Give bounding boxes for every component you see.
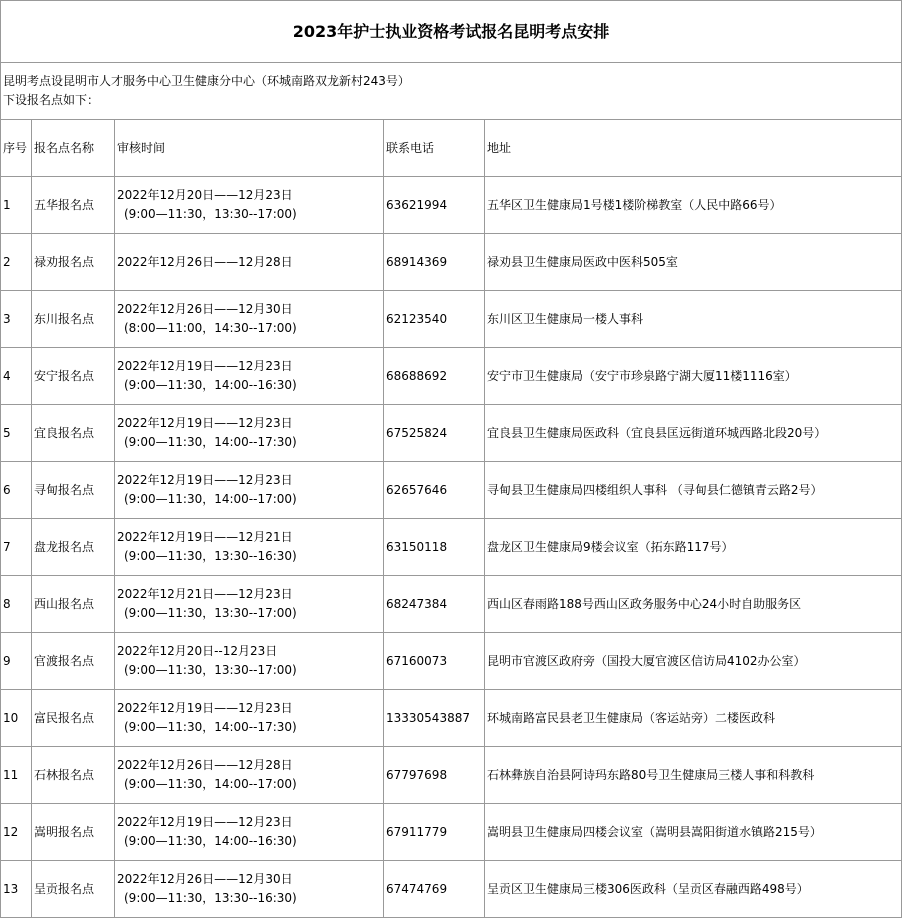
review-time: [115, 405, 384, 462]
site-name: 寻甸报名点: [32, 462, 115, 519]
review-time: [115, 690, 384, 747]
review-time: [115, 462, 384, 519]
row-number: 5: [1, 405, 32, 462]
intro-line-sites: 下设报名点如下：: [3, 93, 100, 107]
review-hours: (9:00—11:30，14:00--17:00): [124, 777, 297, 791]
site-address: 环城南路富民县老卫生健康局（客运站旁）二楼医政科: [485, 690, 902, 747]
review-time: [115, 291, 384, 348]
table-row: [1, 747, 902, 804]
table-row: [1, 861, 902, 918]
site-address: 安宁市卫生健康局（安宁市珍泉路宁湖大厦11楼1116室）: [485, 348, 902, 405]
review-date-range: 2022年12月26日——12月28日: [117, 254, 293, 269]
review-hours: (9:00—11:30，14:00--17:30): [124, 720, 297, 734]
review-date-range: 2022年12月19日——12月23日: [117, 416, 293, 430]
table-row: [1, 348, 902, 405]
row-number: 4: [1, 348, 32, 405]
review-hours: (9:00—11:30，13:30--17:00): [124, 663, 297, 677]
review-date-range: 2022年12月20日——12月23日: [117, 188, 293, 202]
review-hours: (9:00—11:30，14:00--16:30): [124, 378, 297, 392]
contact-phone: 68688692: [384, 348, 485, 405]
table-row: [1, 462, 902, 519]
site-name: 呈贡报名点: [32, 861, 115, 918]
review-hours: (9:00—11:30，14:00--17:00): [124, 492, 297, 506]
review-date-range: 2022年12月19日——12月23日: [117, 473, 293, 487]
review-date-range: 2022年12月20日--12月23日: [117, 644, 278, 658]
review-date-range: 2022年12月26日——12月28日: [117, 758, 293, 772]
row-number: 8: [1, 576, 32, 633]
review-time: [115, 804, 384, 861]
table-row: [1, 234, 902, 291]
contact-phone: 68247384: [384, 576, 485, 633]
review-date-range: 2022年12月19日——12月23日: [117, 701, 293, 715]
review-date-range: 2022年12月21日——12月23日: [117, 587, 293, 601]
contact-phone: 62123540: [384, 291, 485, 348]
site-name: 禄劝报名点: [32, 234, 115, 291]
row-number: 7: [1, 519, 32, 576]
site-name: 石林报名点: [32, 747, 115, 804]
site-name: 宜良报名点: [32, 405, 115, 462]
review-time: [115, 348, 384, 405]
row-number: 12: [1, 804, 32, 861]
site-address: 嵩明县卫生健康局四楼会议室（嵩明县嵩阳街道水镇路215号）: [485, 804, 902, 861]
review-time: [115, 234, 384, 291]
header-phone: 联系电话: [384, 120, 485, 177]
table-row: [1, 804, 902, 861]
site-address: 昆明市官渡区政府旁（国投大厦官渡区信访局4102办公室）: [485, 633, 902, 690]
intro-text: [1, 63, 902, 120]
review-time: [115, 177, 384, 234]
table-row: [1, 576, 902, 633]
contact-phone: 13330543887: [384, 690, 485, 747]
site-name: 盘龙报名点: [32, 519, 115, 576]
site-address: 宜良县卫生健康局医政科（宜良县匡远街道环城西路北段20号）: [485, 405, 902, 462]
header-name: 报名点名称: [32, 120, 115, 177]
contact-phone: 68914369: [384, 234, 485, 291]
site-name: 富民报名点: [32, 690, 115, 747]
review-hours: (9:00—11:30，13:30--17:00): [124, 606, 297, 620]
header-no: 序号: [1, 120, 32, 177]
site-address: 东川区卫生健康局一楼人事科: [485, 291, 902, 348]
header-address: 地址: [485, 120, 902, 177]
header-row: [1, 120, 902, 177]
title-row: [1, 1, 902, 63]
review-date-range: 2022年12月19日——12月23日: [117, 815, 293, 829]
row-number: 10: [1, 690, 32, 747]
review-date-range: 2022年12月26日——12月30日: [117, 302, 293, 316]
row-number: 3: [1, 291, 32, 348]
row-number: 6: [1, 462, 32, 519]
contact-phone: 67474769: [384, 861, 485, 918]
site-address: 盘龙区卫生健康局9楼会议室（拓东路117号）: [485, 519, 902, 576]
review-hours: (8:00—11:00，14:30--17:00): [124, 321, 297, 335]
row-number: 13: [1, 861, 32, 918]
review-hours: (9:00—11:30，14:00--17:30): [124, 435, 297, 449]
site-name: 嵩明报名点: [32, 804, 115, 861]
review-time: [115, 519, 384, 576]
header-time: 审核时间: [115, 120, 384, 177]
review-hours: (9:00—11:30，14:00--16:30): [124, 834, 297, 848]
site-address: 寻甸县卫生健康局四楼组织人事科 （寻甸县仁德镇青云路2号）: [485, 462, 902, 519]
site-address: 呈贡区卫生健康局三楼306医政科（呈贡区春融西路498号）: [485, 861, 902, 918]
row-number: 11: [1, 747, 32, 804]
site-address: 禄劝县卫生健康局医政中医科505室: [485, 234, 902, 291]
site-address: 五华区卫生健康局1号楼1楼阶梯教室（人民中路66号）: [485, 177, 902, 234]
page-title: 2023年护士执业资格考试报名昆明考点安排: [1, 1, 902, 63]
site-name: 安宁报名点: [32, 348, 115, 405]
review-hours: (9:00—11:30，13:30--17:00): [124, 207, 297, 221]
row-number: 1: [1, 177, 32, 234]
review-time: [115, 747, 384, 804]
table-row: [1, 633, 902, 690]
review-hours: (9:00—11:30，13:30--16:30): [124, 891, 297, 905]
review-hours: (9:00—11:30，13:30--16:30): [124, 549, 297, 563]
row-number: 2: [1, 234, 32, 291]
review-date-range: 2022年12月26日——12月30日: [117, 872, 293, 886]
table-row: [1, 405, 902, 462]
site-address: 西山区春雨路188号西山区政务服务中心24小时自助服务区: [485, 576, 902, 633]
table-row: [1, 519, 902, 576]
table-row: [1, 177, 902, 234]
table-row: [1, 291, 902, 348]
contact-phone: 67525824: [384, 405, 485, 462]
contact-phone: 67911779: [384, 804, 485, 861]
contact-phone: 67160073: [384, 633, 485, 690]
site-address: 石林彝族自治县阿诗玛东路80号卫生健康局三楼人事和科教科: [485, 747, 902, 804]
site-name: 西山报名点: [32, 576, 115, 633]
review-time: [115, 576, 384, 633]
site-name: 五华报名点: [32, 177, 115, 234]
intro-line-venue: 昆明考点设昆明市人才服务中心卫生健康分中心（环城南路双龙新村243号）: [3, 74, 410, 88]
contact-phone: 63621994: [384, 177, 485, 234]
contact-phone: 62657646: [384, 462, 485, 519]
review-time: [115, 861, 384, 918]
row-number: 9: [1, 633, 32, 690]
intro-row: [1, 63, 902, 120]
site-name: 官渡报名点: [32, 633, 115, 690]
review-time: [115, 633, 384, 690]
contact-phone: 63150118: [384, 519, 485, 576]
review-date-range: 2022年12月19日——12月21日: [117, 530, 293, 544]
review-date-range: 2022年12月19日——12月23日: [117, 359, 293, 373]
site-name: 东川报名点: [32, 291, 115, 348]
table-row: [1, 690, 902, 747]
contact-phone: 67797698: [384, 747, 485, 804]
